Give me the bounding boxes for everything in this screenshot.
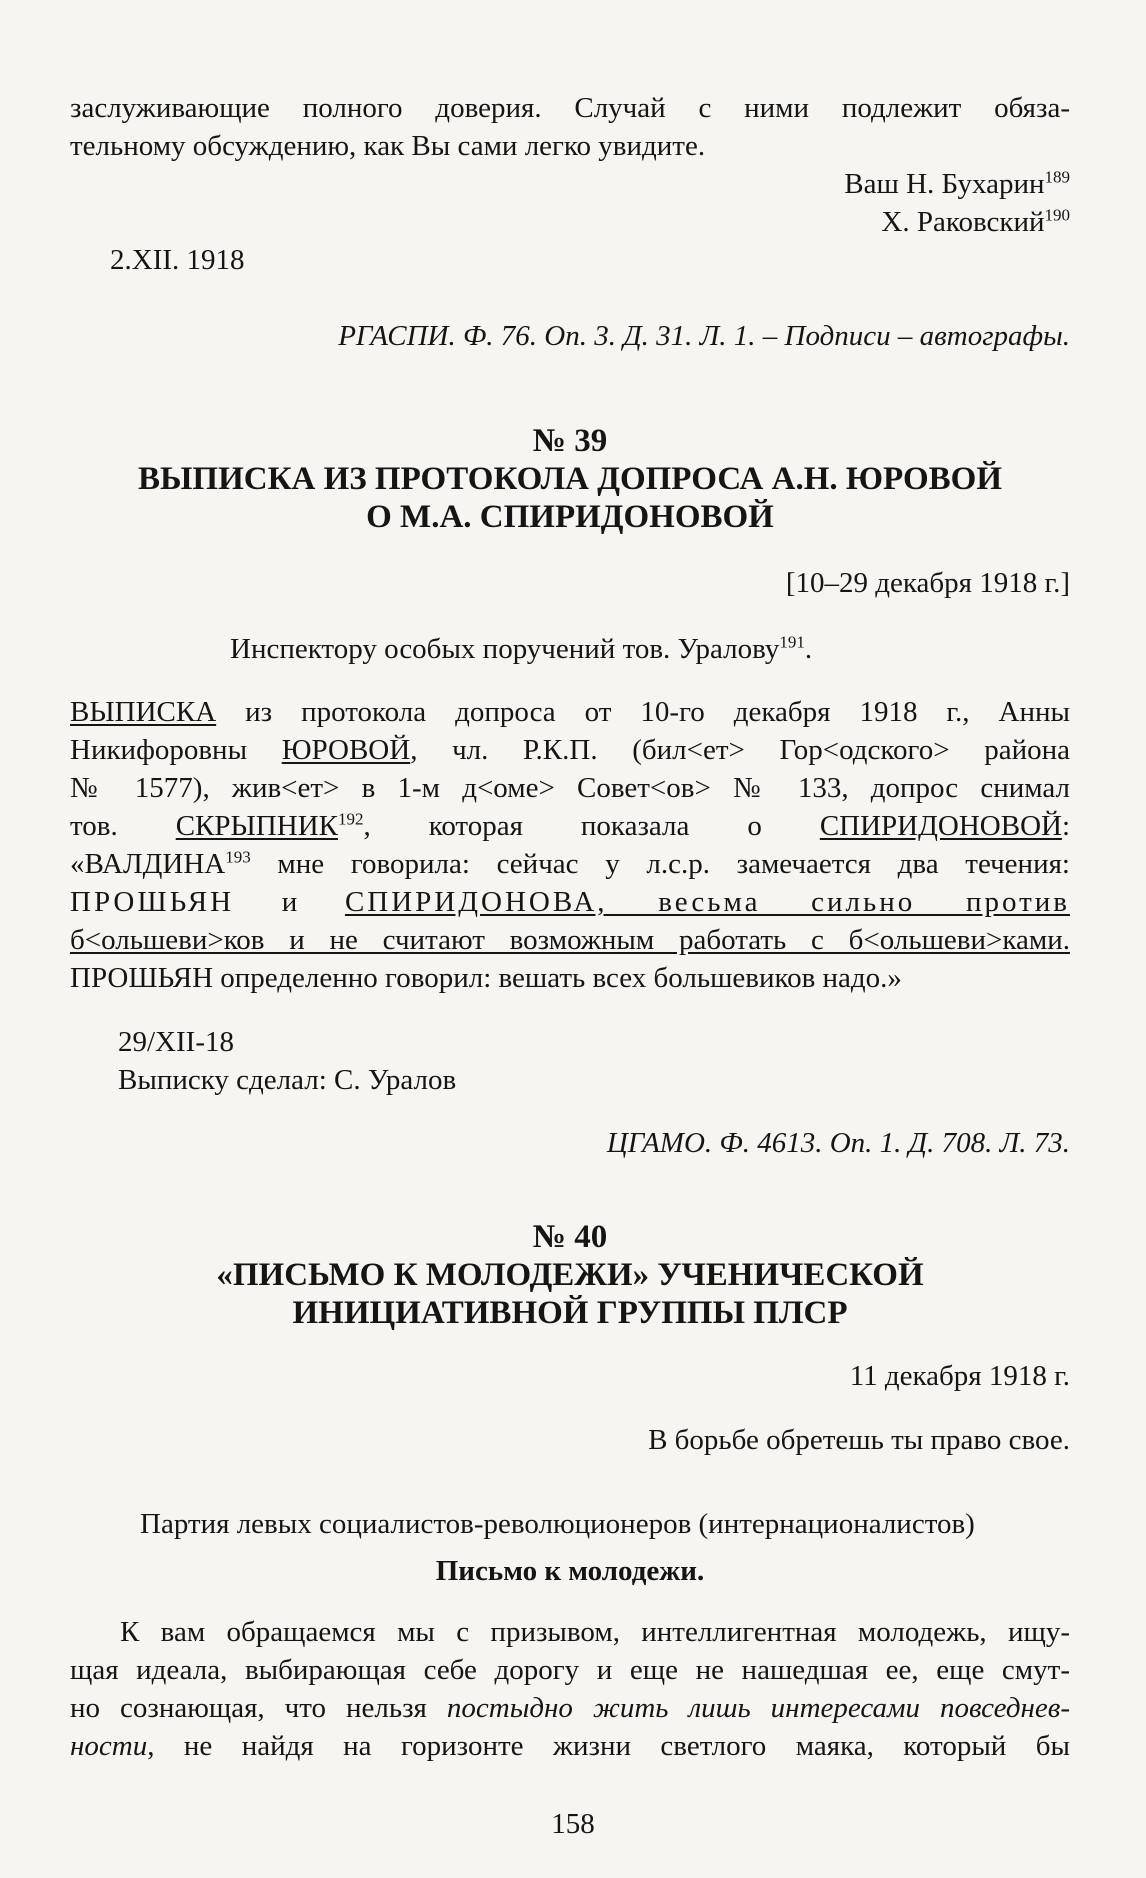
text: определенно говорил: вешать всех большевиков надо.» (213, 962, 902, 994)
footnote-ref: 189 (1044, 167, 1070, 187)
underlined-text: ВЫПИСКА (70, 696, 217, 728)
text: , не найдя на горизонте жизни светлого маяка, который бы (147, 1730, 1070, 1762)
text: мне говорила: сейчас у л.с.р. замечается два течения: (250, 848, 1070, 880)
spaced-text: ПРОШЬЯН (70, 886, 235, 918)
text: : (1061, 810, 1071, 842)
text: ПРОШЬЯН (70, 962, 214, 994)
doc39-date-2: 29/XII-18 (118, 1026, 234, 1058)
doc40-title-line-2: ИНИЦИАТИВНОЙ ГРУППЫ ПЛСР (292, 1295, 848, 1331)
text: К вам обращаемся мы с призывом, интеллигентная молодежь, ищу- (120, 1616, 1070, 1648)
page-number: 158 (551, 1808, 595, 1840)
doc40-body-line-3 (70, 1689, 1070, 1727)
doc40-title-line-1: «ПИСЬМО К МОЛОДЕЖИ» УЧЕНИЧЕСКОЙ (216, 1257, 924, 1293)
text: тов. (70, 810, 176, 842)
doc39-para-line-3: № 1577), жив<ет> в 1-м д<оме> Совет<ов> № 133, допрос снимал (70, 772, 1070, 804)
doc39-title-line-2: О М.А. СПИРИДОНОВОЙ (366, 499, 774, 535)
doc38-line-1: заслуживающие полного доверия. Случай с ними подлежит обяза- (70, 92, 1070, 124)
doc38-date: 2.XII. 1918 (110, 244, 245, 276)
footnote-ref: 190 (1044, 205, 1070, 225)
text: Никифоровны (70, 734, 282, 766)
italic-text: ности (70, 1730, 148, 1762)
doc38-source: РГАСПИ. Ф. 76. Оп. 3. Д. 31. Л. 1. – Подписи – автографы. (338, 320, 1070, 352)
text: , чл. Р.К.П. (бил<ет> Гор<одского> района (410, 734, 1070, 766)
signature-rakovsky-name: Х. Раковский (881, 206, 1045, 238)
doc39-quote-line-2 (70, 883, 1070, 921)
underlined-text: СКРЫПНИК (175, 810, 338, 842)
underlined-text: ЮРОВОЙ (281, 734, 411, 766)
doc39-source: ЦГАМО. Ф. 4613. Оп. 1. Д. 708. Л. 73. (606, 1127, 1070, 1159)
doc39-para-line-1 (70, 693, 1070, 731)
doc39-addressee-text: Инспектору особых поручений тов. Уралову (230, 633, 780, 665)
doc39-quote-line-4 (70, 959, 1070, 997)
doc40-date: 11 декабря 1918 г. (849, 1360, 1070, 1392)
doc39-made-by: Выписку сделал: С. Уралов (118, 1064, 457, 1096)
text: и (234, 886, 345, 918)
doc40-number: № 40 (532, 1219, 608, 1255)
doc39-para-line-4 (70, 807, 1070, 845)
doc40-body-line-4 (70, 1727, 1070, 1765)
doc40-body-line-2: щая идеала, выбирающая себе дорогу и еще не нашедшая ее, еще смут- (70, 1654, 1070, 1686)
doc40-body-line-1 (70, 1613, 1070, 1651)
underlined-text: СПИРИДОНОВОЙ (819, 810, 1062, 842)
underlined-spaced-text: СПИРИДОНОВА, весьма сильно против (344, 886, 1070, 918)
doc40-letter-title: Письмо к молодежи. (435, 1555, 705, 1587)
doc39-addressee: Инспектору особых поручений тов. Уралову$^{191}$. (230, 632, 813, 665)
text: но сознающая, что нельзя (70, 1692, 447, 1724)
doc39-date: [10–29 декабря 1918 г.] (785, 567, 1070, 599)
doc40-party: Партия левых социалистов-революционеров (интернационалистов) (140, 1508, 975, 1540)
text: из протокола допроса от 10-го декабря 1918 г., Анны (216, 696, 1070, 728)
doc40-motto: В борьбе обретешь ты право свое. (648, 1424, 1070, 1456)
footnote-ref: 191 (779, 632, 805, 652)
doc39-para-line-2 (70, 731, 1070, 769)
doc39-quote-line-1 (70, 845, 1070, 883)
footnote-ref: 192 (337, 809, 364, 829)
signature-bukharin-name: Ваш Н. Бухарин (844, 168, 1045, 200)
doc39-number: № 39 (532, 423, 608, 459)
text: , которая показала о (363, 810, 820, 842)
doc39-quote-line-3 (70, 921, 1070, 959)
signature-bukharin (70, 165, 1070, 203)
doc39-title-line-1: ВЫПИСКА ИЗ ПРОТОКОЛА ДОПРОСА А.Н. ЮРОВОЙ (137, 461, 1002, 497)
italic-text: постыдно жить лишь интересами повседнев- (446, 1692, 1070, 1724)
signature-rakovsky (70, 203, 1070, 241)
footnote-ref: 193 (225, 847, 251, 867)
underlined-text: б<ольшеви>ков и не считают возможным работать с б<ольшеви>ками. (70, 924, 1070, 956)
text: «ВАЛДИНА (70, 848, 226, 880)
doc38-line-2: тельному обсуждению, как Вы сами легко увидите. (70, 130, 706, 162)
